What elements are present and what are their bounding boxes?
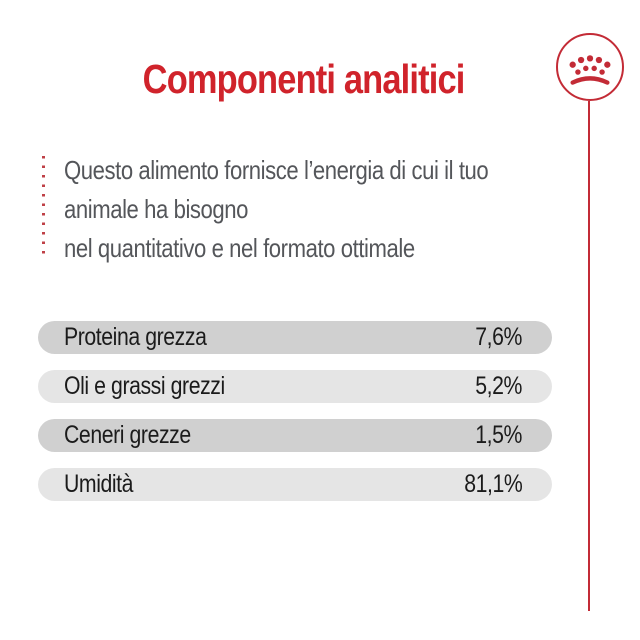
description-paragraph: [64, 151, 604, 268]
description-line-2: animale ha bisogno: [64, 194, 249, 224]
component-label: Oli e grassi grezzi: [64, 372, 225, 400]
component-value: 1,5%: [475, 421, 522, 449]
dotted-accent-line: [42, 156, 45, 260]
description-line-3: nel quantitativo e nel formato ottimale: [64, 233, 415, 263]
component-value: 7,6%: [475, 323, 522, 351]
page-title-text: Componenti analitici: [143, 56, 465, 102]
page-title: [0, 56, 608, 103]
description-line-1: Questo alimento fornisce l’energia di cui il tuo: [64, 155, 489, 185]
component-value: 81,1%: [463, 470, 522, 498]
table-row: [38, 370, 552, 403]
component-value: 5,2%: [475, 372, 522, 400]
component-label: Umidità: [64, 470, 134, 498]
components-table: [38, 321, 552, 517]
component-label: Proteina grezza: [64, 323, 207, 351]
component-label: Ceneri grezze: [64, 421, 191, 449]
royal-canin-crown-logo: [556, 33, 624, 101]
table-row: [38, 419, 552, 452]
table-row: [38, 468, 552, 501]
table-row: [38, 321, 552, 354]
crown-icon: [569, 55, 611, 87]
